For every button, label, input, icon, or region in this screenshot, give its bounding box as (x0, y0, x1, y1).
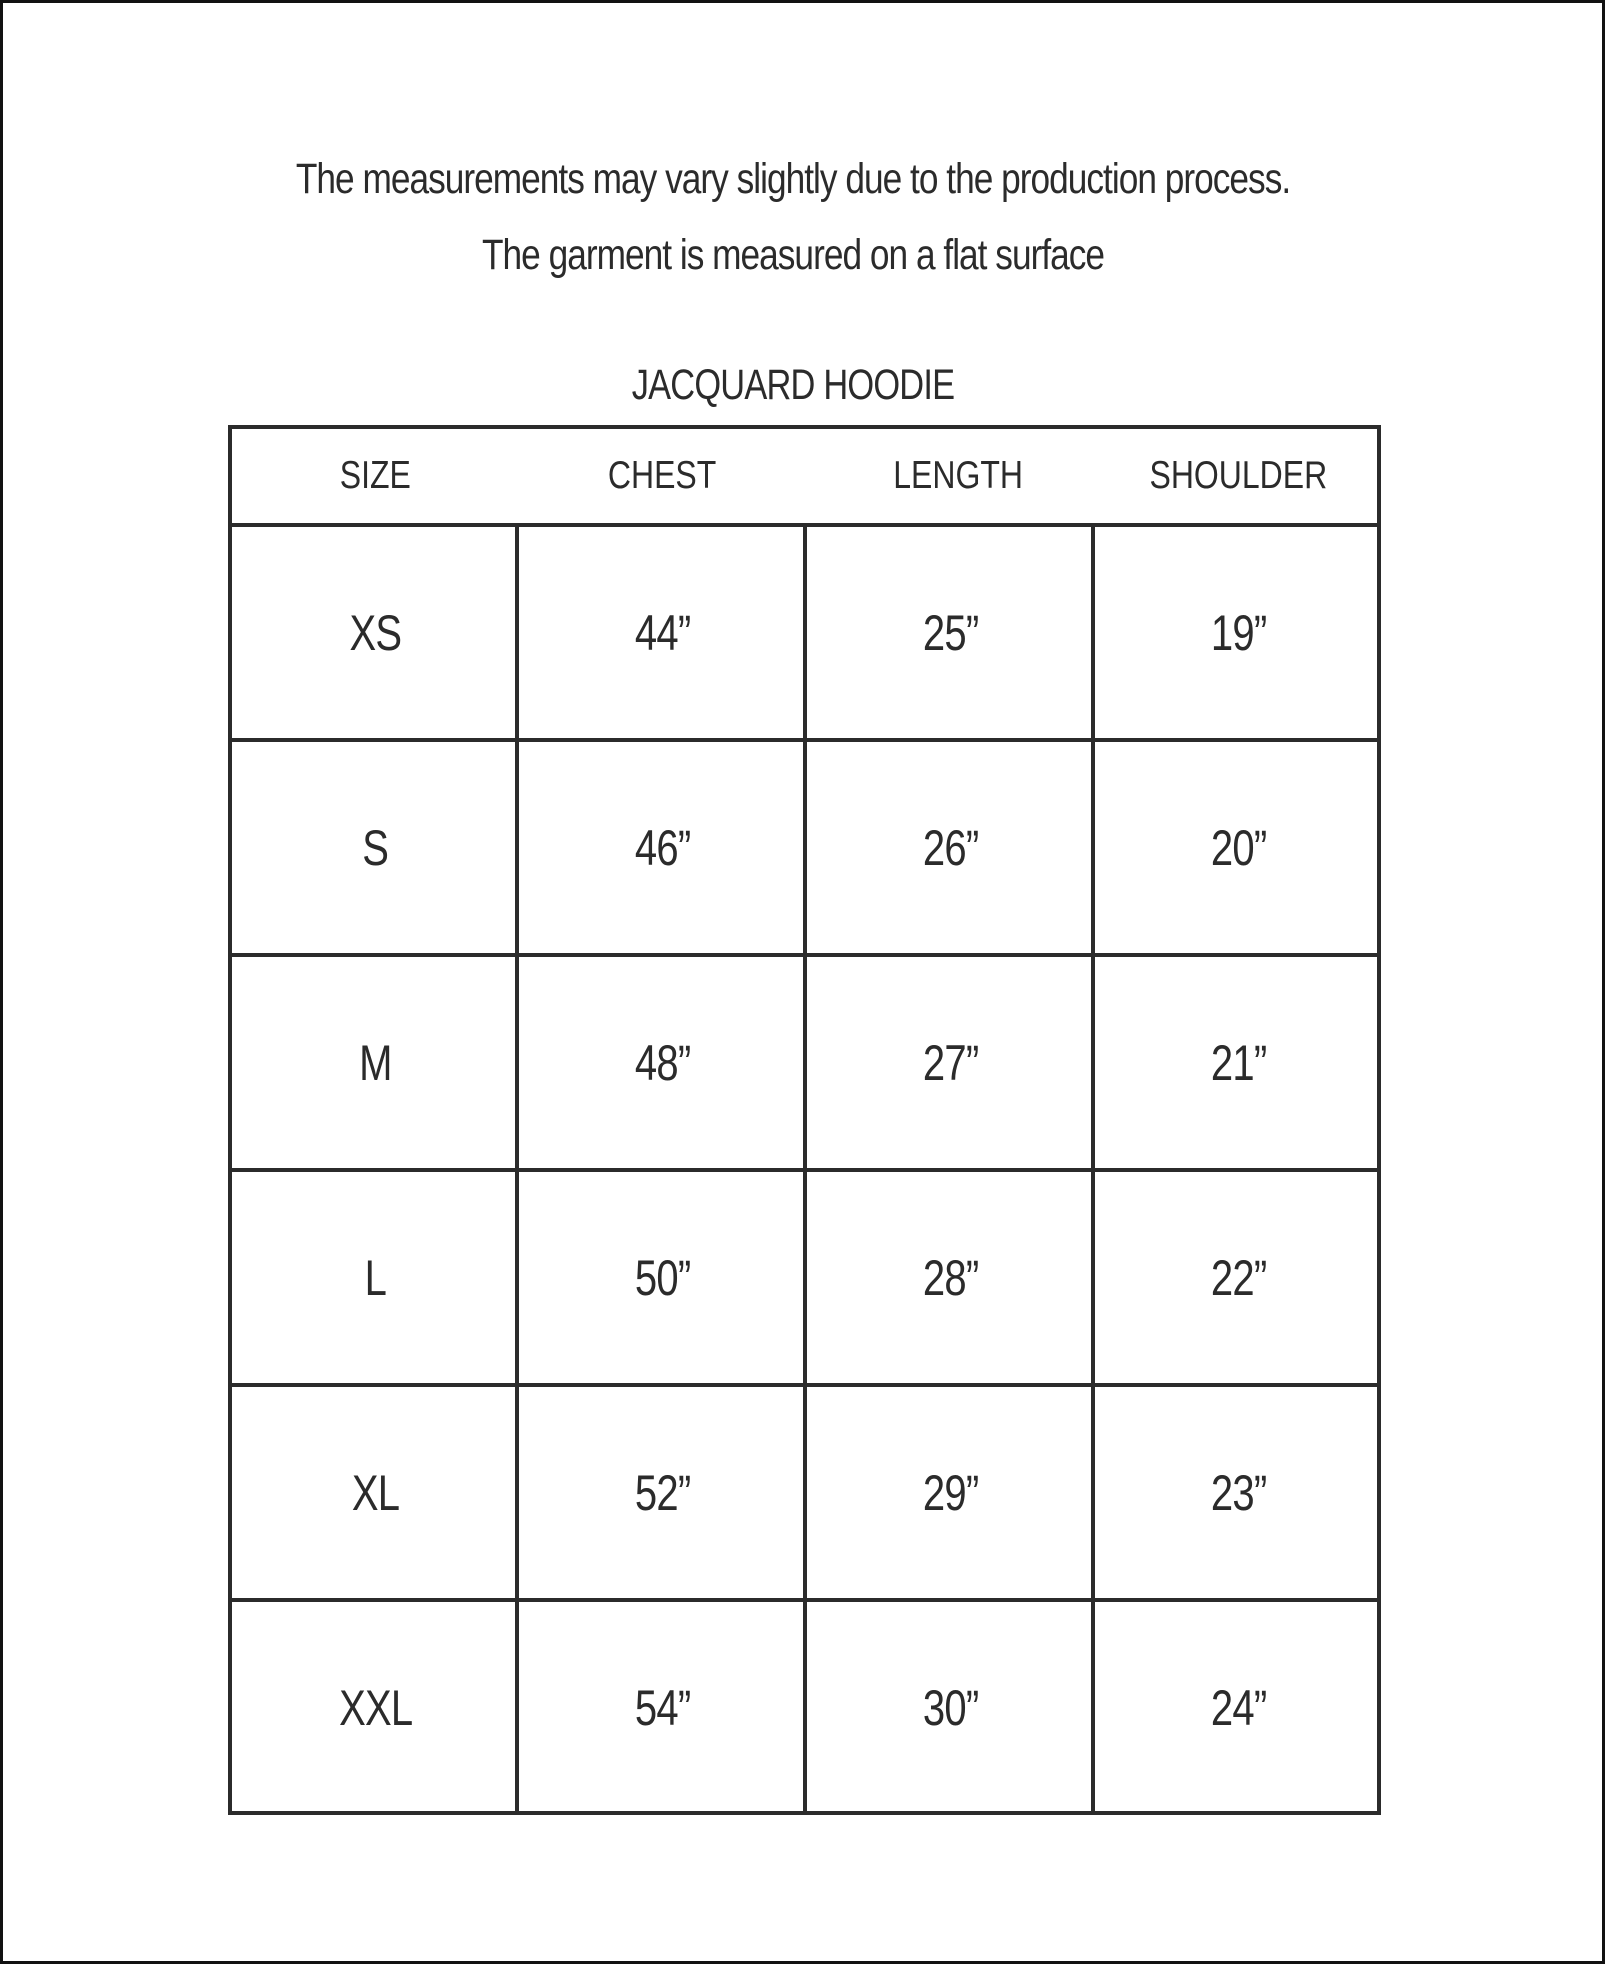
size-table (228, 425, 1381, 1815)
flat-surface-note: The garment is measured on a flat surface (481, 231, 1105, 279)
header-shoulder (1095, 429, 1382, 523)
chest-cell (519, 1387, 806, 1598)
cell-value: 23” (1210, 1464, 1267, 1521)
cell-value: 44” (634, 604, 691, 661)
shoulder-cell (1095, 527, 1382, 738)
table-row (232, 742, 1377, 953)
shoulder-cell (1095, 957, 1382, 1168)
cell-value: 28” (922, 1249, 979, 1306)
cell-value: 46” (634, 819, 691, 876)
chest-cell (519, 1602, 806, 1813)
cell-value: 20” (1210, 819, 1267, 876)
product-title: JACQUARD HOODIE (631, 361, 955, 409)
cell-value: 52” (634, 1464, 691, 1521)
header-size (232, 429, 519, 523)
chest-cell (519, 742, 806, 953)
cell-value: 29” (922, 1464, 979, 1521)
cell-value: 30” (922, 1679, 979, 1736)
cell-value: S (362, 819, 389, 876)
header-length (815, 429, 1102, 523)
cell-value: XS (349, 604, 402, 661)
cell-value: XXL (338, 1679, 413, 1736)
size-cell (232, 1602, 519, 1813)
length-cell (807, 957, 1094, 1168)
length-cell (807, 527, 1094, 738)
table-row (232, 1387, 1377, 1598)
header-chest (519, 429, 806, 523)
cell-value: 25” (922, 604, 979, 661)
header-label: SHOULDER (1149, 454, 1328, 497)
header-label: CHEST (608, 454, 717, 497)
table-row (232, 1172, 1377, 1383)
cell-value: 48” (634, 1034, 691, 1091)
shoulder-cell (1095, 1387, 1382, 1598)
cell-value: L (364, 1249, 387, 1306)
table-body (232, 527, 1377, 1811)
shoulder-cell (1095, 742, 1382, 953)
length-cell (807, 1602, 1094, 1813)
shoulder-cell (1095, 1602, 1382, 1813)
cell-value: 22” (1210, 1249, 1267, 1306)
table-row (232, 1602, 1377, 1813)
cell-value: M (359, 1034, 392, 1091)
size-cell (232, 742, 519, 953)
cell-value: 54” (634, 1679, 691, 1736)
chest-cell (519, 1172, 806, 1383)
size-cell (232, 527, 519, 738)
table-row (232, 957, 1377, 1168)
table-header-row (232, 429, 1377, 527)
chest-cell (519, 957, 806, 1168)
cell-value: 26” (922, 819, 979, 876)
cell-value: 19” (1210, 604, 1267, 661)
table-row (232, 527, 1377, 738)
shoulder-cell (1095, 1172, 1382, 1383)
chest-cell (519, 527, 806, 738)
size-cell (232, 1387, 519, 1598)
length-cell (807, 1172, 1094, 1383)
length-cell (807, 742, 1094, 953)
measurement-note: The measurements may vary slightly due to the production process. (295, 155, 1291, 203)
cell-value: XL (351, 1464, 400, 1521)
size-cell (232, 957, 519, 1168)
header-label: LENGTH (893, 454, 1024, 497)
cell-value: 24” (1210, 1679, 1267, 1736)
cell-value: 50” (634, 1249, 691, 1306)
cell-value: 21” (1210, 1034, 1267, 1091)
header-label: SIZE (339, 454, 412, 497)
size-cell (232, 1172, 519, 1383)
cell-value: 27” (922, 1034, 979, 1091)
length-cell (807, 1387, 1094, 1598)
